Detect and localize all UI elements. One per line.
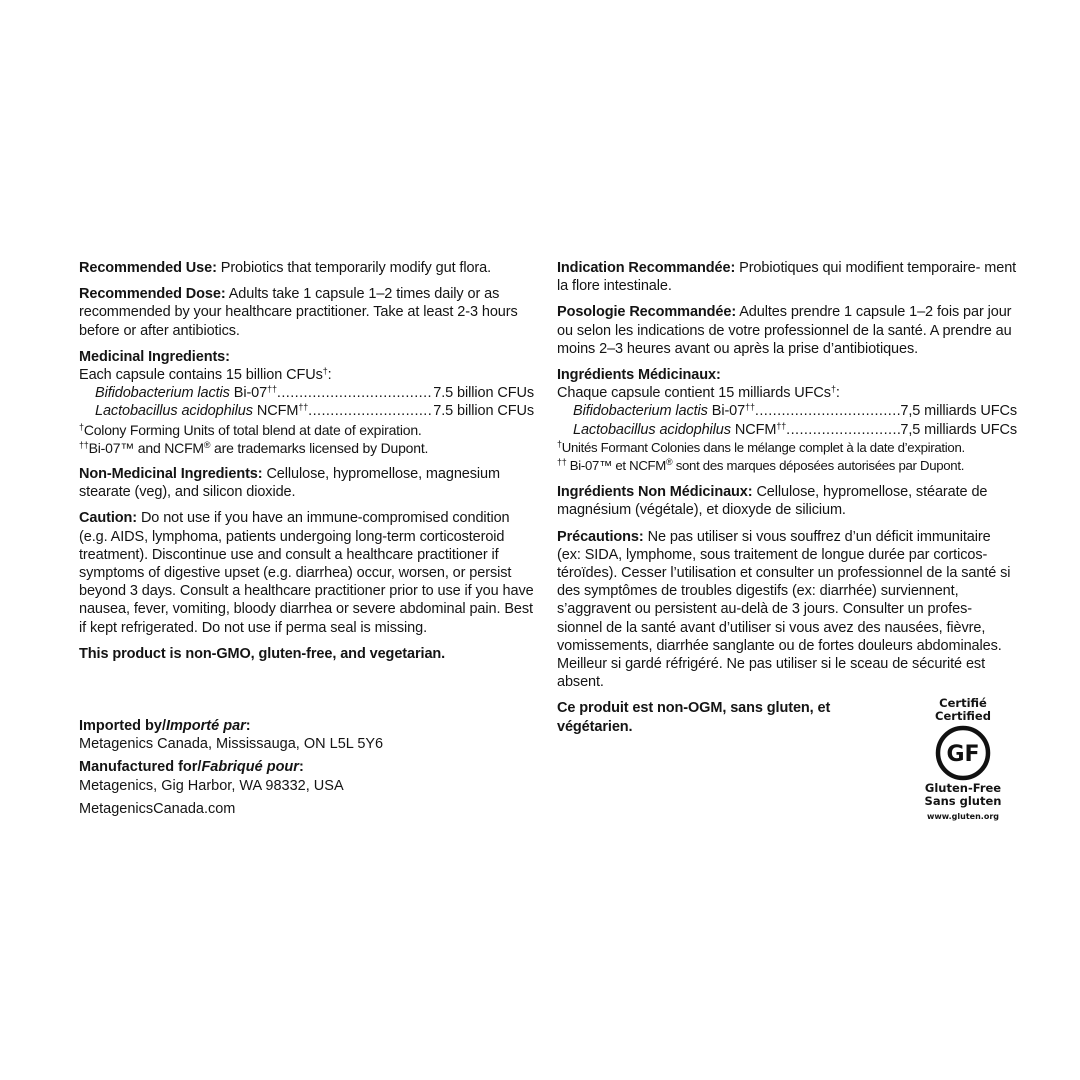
double-dagger-mark: ††: [776, 420, 787, 431]
double-dagger-mark: ††: [745, 402, 755, 413]
non-medicinaux-label: Ingrédients Non Médicinaux:: [557, 484, 753, 501]
footnote-trademark-text: Bi-07™ and NCFM: [88, 439, 204, 456]
ingredient-amount: 7.5 billion CFUs: [433, 403, 534, 420]
medicinal-intro-text: Each capsule contains 15 billion CFUs: [79, 367, 323, 384]
ingredient-row: [79, 384, 534, 402]
footnote-trademark-text-end: are trademarks licensed by Dupont.: [214, 439, 429, 456]
footnote-marques-text: Bi-07™ et NCFM: [569, 458, 666, 474]
footnote-ufc-text: Unités Formant Colonies dans le mélange complet à la date d’expiration.: [561, 439, 965, 455]
imported-by-label-fr: Importé par: [166, 718, 246, 734]
imported-by-text: Metagenics Canada, Mississauga, ON L5L 5Y6: [79, 736, 384, 753]
colon-mark: :: [245, 718, 251, 734]
ingredients-non-medicinaux: [557, 483, 1017, 519]
ingredient-strain: NCFM: [734, 421, 777, 438]
colon-mark: :: [298, 759, 304, 776]
recommended-use: [79, 259, 534, 277]
medicinal-ingredients: [79, 348, 534, 366]
precautions: [557, 528, 1017, 692]
ingredient-name: Lactobacillus acidophilus: [95, 403, 253, 420]
footnote-marques-text-end: sont des marques déposées autorisées par Dupont.: [675, 458, 965, 474]
french-column: [557, 259, 1017, 744]
website-text: MetagenicsCanada.com: [79, 800, 236, 817]
ingredient-row: [557, 402, 1017, 420]
ingredient-amount: 7,5 milliards UFCs: [900, 421, 1017, 438]
gf-mark: GF: [946, 742, 980, 767]
caution-text: Do not use if you have an immune-compromised condition (e.g. AIDS, lymphoma, patients undergoing long-term corticosteroid treatment). Discontinue use and consult a healthcare practitioner if symptoms of digestive upset (e.g. diarrhea) occur, worsen, or persist beyond 3 days. Consult a healthcare practitioner prior to use if you have nausea, fever, vomiting, bloody diarrhea or severe abdominal pain. Best if kept refrigerated. Do not use if perma seal is missing.: [79, 510, 534, 636]
medicinal-intro: [79, 366, 534, 384]
recommended-use-text: Probiotics that temporarily modify gut flora.: [220, 260, 492, 276]
footnote-cfu-text: Colony Forming Units of total blend at date of expiration.: [83, 421, 422, 438]
imported-by-label: Imported by/: [79, 718, 167, 734]
product-claim-fr-text: Ce produit est non-OGM, sans gluten, et végétarien.: [557, 700, 831, 735]
dot-leader: [755, 402, 900, 420]
ingredients-medicinaux: [557, 366, 1017, 384]
importer-block: [79, 717, 499, 823]
colon-mark: :: [327, 367, 332, 384]
caution-label: Caution:: [79, 510, 137, 527]
footnote-ufc: [557, 439, 1017, 457]
gluten-free-badge: [918, 697, 1008, 826]
dagger-mark: †: [322, 366, 328, 377]
manufactured-for-text: Metagenics, Gig Harbor, WA 98332, USA: [79, 777, 344, 794]
non-medicinal-ingredients: [79, 465, 534, 501]
manufactured-for-label-fr: Fabriqué pour: [201, 759, 299, 776]
medicinal-ingredients-label: Medicinal Ingredients:: [79, 348, 230, 365]
posologie-label: Posologie Recommandée:: [557, 304, 737, 321]
recommended-dose: [79, 285, 534, 340]
product-claim-text: This product is non-GMO, gluten-free, and vegetarian.: [79, 645, 446, 662]
recommended-dose-text: Adults take 1 capsule 1–2 times daily or as recommended by your healthcare practitioner. Take at least 2-3 hours before or after antibiotics.: [79, 286, 518, 339]
ingredient-amount: 7,5 milliards UFCs: [900, 403, 1017, 420]
footnote-marques: [557, 457, 1017, 475]
product-claim: [79, 645, 534, 663]
recommended-dose-label: Recommended Dose:: [79, 286, 226, 303]
indication-label: Indication Recommandée:: [557, 260, 736, 276]
ingredient-row: [557, 421, 1017, 439]
indication-recommandee: [557, 259, 1017, 295]
ingredient-amount: 7.5 billion CFUs: [433, 385, 534, 402]
indication-text: Probiotiques qui modifient temporaire- ment la flore intestinale.: [557, 260, 1017, 295]
dot-leader: [277, 384, 433, 402]
imported-by: [79, 717, 499, 753]
badge-sans-gluten: Sans gluten: [924, 794, 1002, 808]
manufactured-for: [79, 758, 499, 794]
caution: [79, 509, 534, 636]
badge-url: www.gluten.org: [926, 812, 999, 821]
product-claim-fr: [557, 699, 907, 735]
ingredient-name: Bifidobacterium lactis: [95, 385, 230, 402]
badge-certifie: Certifié: [939, 696, 987, 710]
dot-leader: [308, 402, 433, 420]
precautions-label: Précautions:: [557, 528, 644, 545]
ingredient-name: Bifidobacterium lactis: [573, 403, 708, 420]
footnote-trademark: [79, 439, 534, 457]
medicinal-intro-fr: [557, 384, 1017, 402]
badge-certified: Certified: [935, 709, 991, 723]
colon-mark: :: [835, 385, 840, 402]
footnote-cfu: [79, 421, 534, 439]
registered-mark: ®: [203, 439, 211, 450]
posologie-recommandee: [557, 303, 1017, 358]
double-dagger-mark: ††: [79, 439, 89, 450]
dagger-mark: †: [79, 421, 84, 432]
website: [79, 800, 499, 818]
recommended-use-label: Recommended Use:: [79, 260, 217, 276]
precautions-text: Ne pas utiliser si vous souffrez d’un déficit immunitaire (ex: SIDA, lymphome, sous traitement de longue durée par corticos- téroïdes). Cesser l’utilisation et consulter un professionnel de la santé si des symptômes de troubles digestifs (ex: diarrhée) surviennent, s’aggravent ou persistent au-delà de 3 jours. Consulter un profes- sionnel de la santé avant d’utiliser si vous avez des nausées, fièvre, vomissements, diarrhée sanglante ou de fortes douleurs abdominales. Meilleur si gardé réfrigéré. Ne pas utiliser si le sceau de sécurité est absent.: [557, 528, 1011, 691]
ingredient-strain: Bi-07: [233, 385, 268, 402]
ingredient-name: Lactobacillus acidophilus: [573, 421, 731, 438]
posologie-text: Adultes prendre 1 capsule 1–2 fois par jour ou selon les indications de votre professionnel de la santé. A prendre au moins 2–3 heures avant ou après la prise d’antibiotiques.: [557, 304, 1012, 357]
non-medicinaux-text: Cellulose, hypromellose, stéarate de magnésium (végétale), et dioxyde de silicium.: [557, 484, 988, 519]
double-dagger-mark: ††: [557, 457, 567, 468]
english-column: [79, 259, 534, 671]
non-medicinal-label: Non-Medicinal Ingredients:: [79, 466, 263, 483]
gluten-free-certification-icon: [935, 725, 991, 781]
badge-gluten-free: Gluten-Free: [924, 781, 1002, 795]
registered-mark: ®: [665, 457, 673, 468]
dagger-mark: †: [830, 384, 836, 395]
double-dagger-mark: ††: [267, 384, 277, 395]
ingredients-medicinaux-label: Ingrédients Médicinaux:: [557, 367, 721, 384]
manufactured-for-label: Manufactured for/: [79, 759, 202, 776]
dagger-mark: †: [557, 438, 562, 449]
dot-leader: [786, 421, 900, 439]
ingredient-strain: Bi-07: [711, 403, 746, 420]
ingredient-strain: NCFM: [256, 403, 299, 420]
ingredient-row: [79, 402, 534, 420]
non-medicinal-text: Cellulose, hypromellose, magnesium stearate (veg), and silicon dioxide.: [79, 466, 500, 501]
medicinal-intro-fr-text: Chaque capsule contient 15 milliards UFCs: [557, 385, 831, 402]
double-dagger-mark: ††: [298, 402, 309, 413]
